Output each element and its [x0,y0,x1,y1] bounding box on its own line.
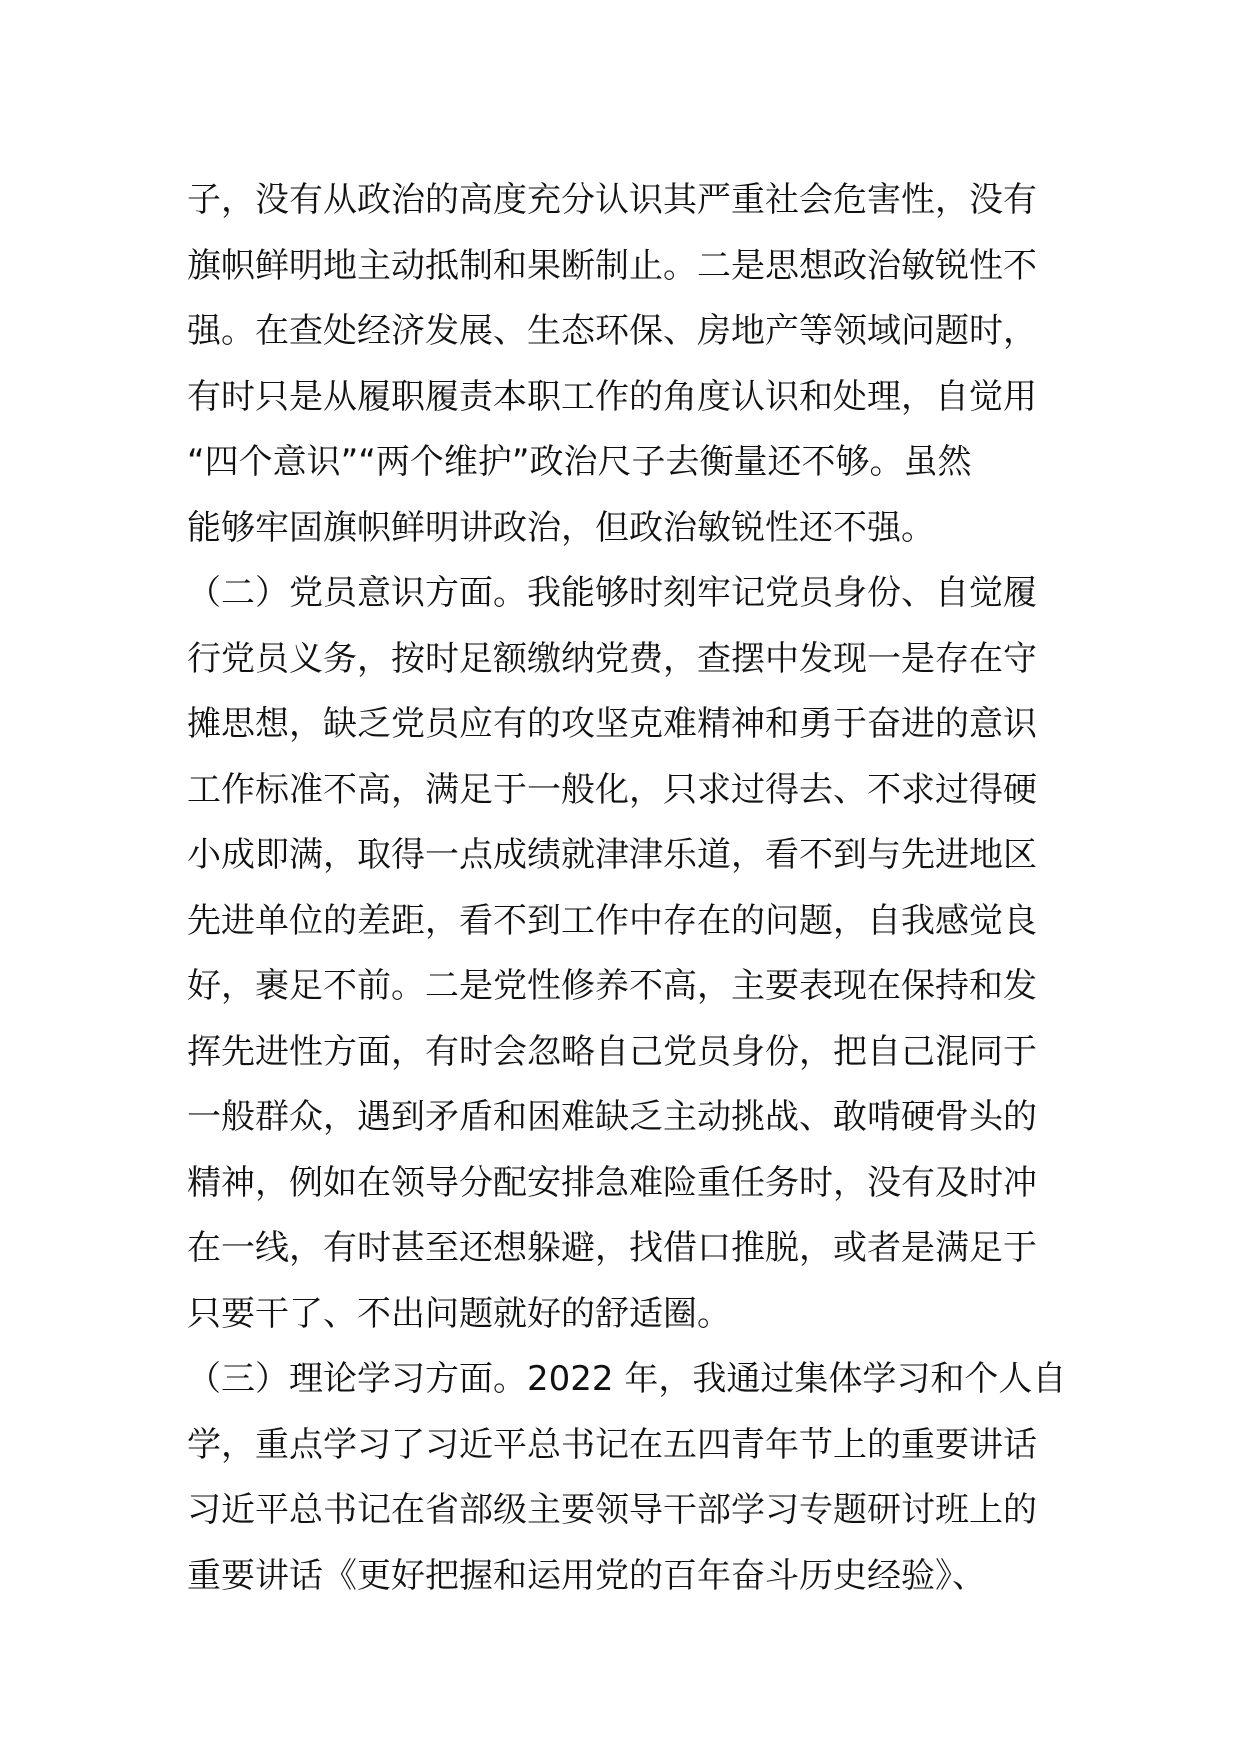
text-line: 习近平总书记在省部级主要领导干部学习专题研讨班上的 [187,1490,1037,1530]
text-line: “四个意识”“两个维护”政治尺子去衡量还不够。虽然 [187,442,972,482]
text-line: 小成即满，取得一点成绩就津津乐道，看不到与先进地区 [187,835,1037,875]
section-heading-line: （三）理论学习方面。2022 年，我通过集体学习和个人自 [187,1359,1067,1399]
text-line: 学，重点学习了习近平总书记在五四青年节上的重要讲话 [187,1424,1037,1465]
body-text [187,168,1067,1609]
text-line: 摊思想，缺乏党员应有的攻坚克难精神和勇于奋进的意识 [187,704,1037,744]
text-line: 强。在查处经济发展、生态环保、房地产等领域问题时， [187,311,1037,351]
text-line: 工作标准不高，满足于一般化，只求过得去、不求过得硬 [187,769,1037,810]
text-line: 旗帜鲜明地主动抵制和果断制止。二是思想政治敏锐性不 [187,245,1037,286]
text-line: 能够牢固旗帜鲜明讲政治，但政治敏锐性还不强。 [187,507,935,548]
text-line: 精神，例如在领导分配安排急难险重任务时，没有及时冲 [187,1162,1037,1203]
text-line: 好，裹足不前。二是党性修养不高，主要表现在保持和发 [187,966,1037,1006]
text-line: 先进单位的差距，看不到工作中存在的问题，自我感觉良 [187,900,1037,941]
text-line: 重要讲话《更好把握和运用党的百年奋斗历史经验》、 [187,1555,986,1596]
text-line: 行党员义务，按时足额缴纳党费，查摆中发现一是存在守 [187,638,1037,679]
section-heading-line: （二）党员意识方面。我能够时刻牢记党员身份、自觉履 [187,573,1037,613]
text-line: 在一线，有时甚至还想躲避，找借口推脱，或者是满足于 [187,1228,1037,1268]
text-line: 挥先进性方面，有时会忽略自己党员身份，把自己混同于 [187,1031,1037,1072]
text-line: 只要干了、不出问题就好的舒适圈。 [187,1293,731,1334]
text-line: 有时只是从履职履责本职工作的角度认识和处理，自觉用 [187,376,1037,417]
text-line: 一般群众，遇到矛盾和困难缺乏主动挑战、敢啃硬骨头的 [187,1097,1037,1137]
text-line: 子，没有从政治的高度充分认识其严重社会危害性，没有 [187,180,1037,220]
